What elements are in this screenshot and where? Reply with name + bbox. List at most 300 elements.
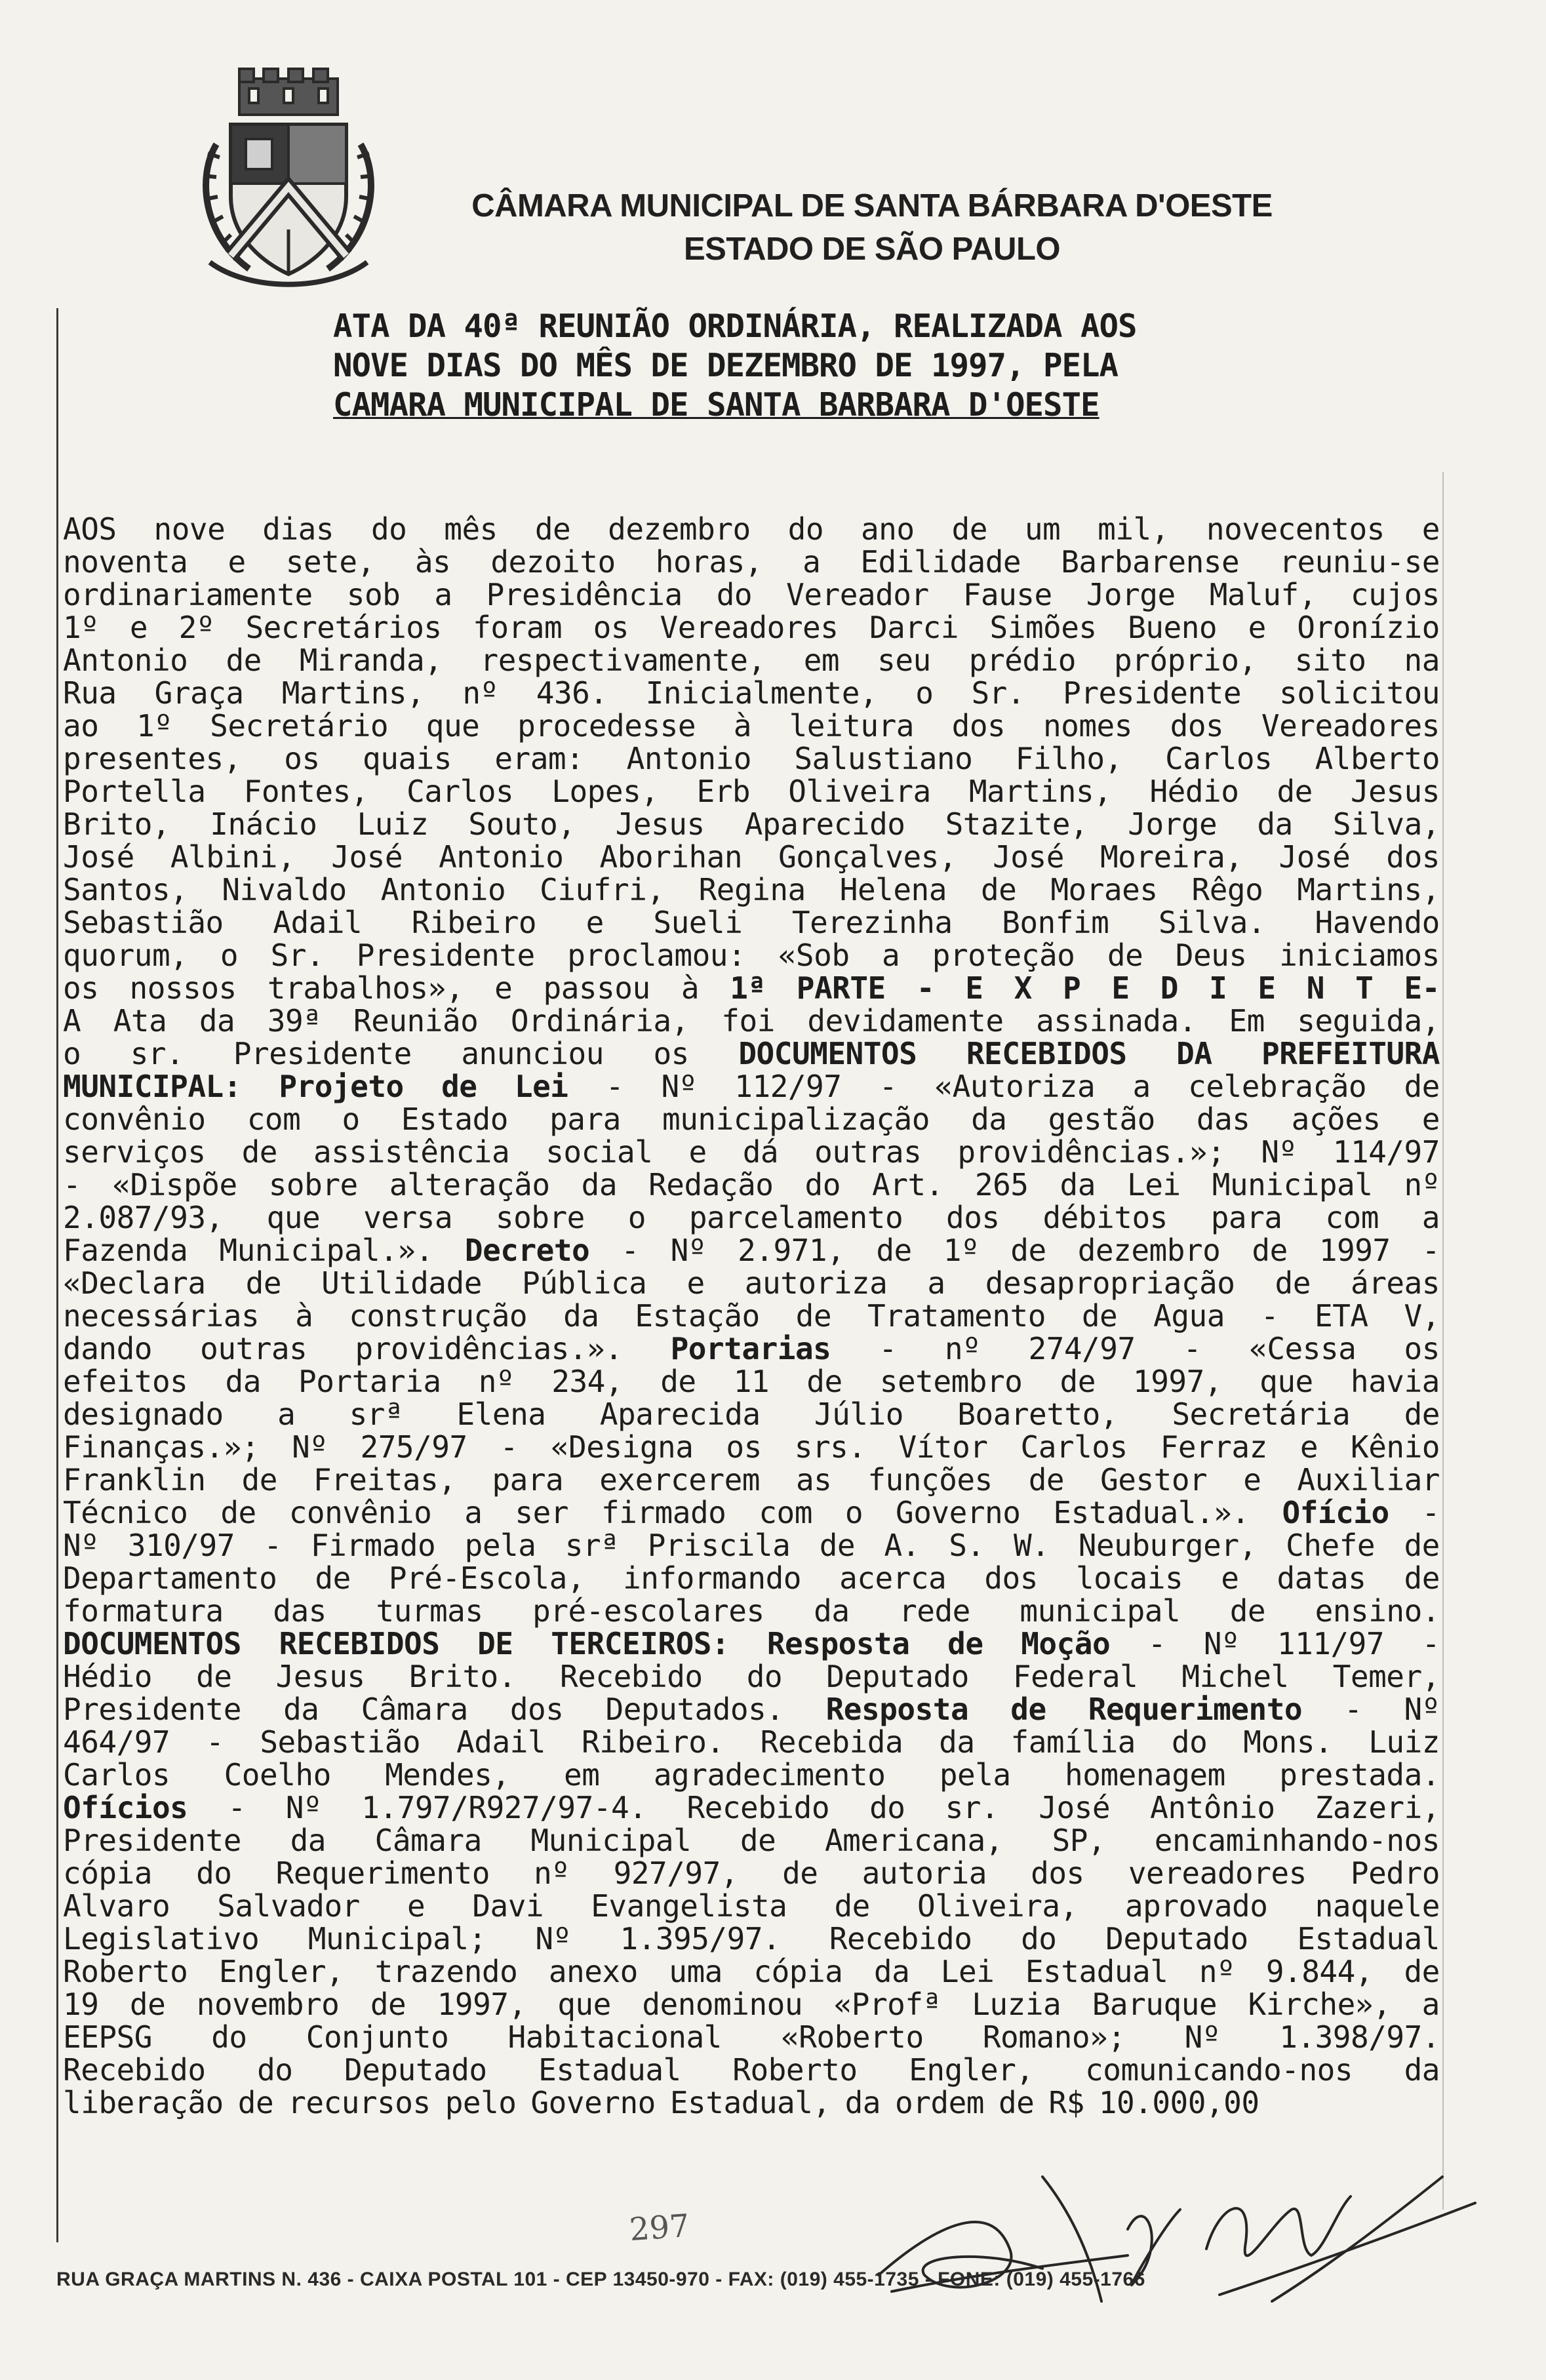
body-word: 275/97 — [360, 1429, 467, 1465]
body-word: de — [1252, 1233, 1288, 1268]
body-word: os — [653, 1036, 689, 1071]
body-word: Antonio — [63, 643, 188, 678]
body-word: Fazenda — [63, 1233, 188, 1268]
body-word: Temer, — [1332, 1659, 1440, 1694]
body-word: W. — [1014, 1528, 1050, 1563]
body-word: Recebido — [63, 2052, 206, 2088]
chamber-name: CÂMARA MUNICIPAL DE SANTA BÁRBARA D'OESTE — [471, 188, 1273, 224]
body-word: de — [226, 643, 262, 678]
body-word: a — [803, 544, 821, 580]
body-word: nº — [478, 1364, 515, 1399]
body-word: Hédio — [1149, 774, 1239, 809]
body-line — [63, 939, 1440, 972]
body-word: PREFEITURA — [1261, 1036, 1440, 1071]
body-word: 11 — [733, 1364, 770, 1399]
body-word: novecentos — [1206, 511, 1385, 547]
body-word: do — [1171, 1724, 1208, 1760]
body-word: SP, — [1052, 1823, 1106, 1858]
body-word: de — [740, 1823, 776, 1858]
body-word: Portaria — [298, 1364, 441, 1399]
body-word: Firmado — [310, 1528, 436, 1563]
body-word: nº — [462, 675, 498, 711]
body-word: providências.». — [355, 1331, 623, 1366]
body-word: de — [1277, 774, 1313, 809]
body-word: Nº — [1203, 1626, 1240, 1661]
body-word: gestão — [1048, 1101, 1155, 1137]
body-word: sob — [346, 577, 401, 612]
body-word: sito — [1294, 643, 1366, 678]
body-word: «Sob — [778, 938, 850, 973]
body-line — [63, 906, 1440, 939]
body-word: Municipal — [530, 1823, 692, 1858]
body-word: de — [237, 2085, 274, 2120]
body-word: de — [806, 1364, 842, 1399]
body-word: Ciufri, — [540, 872, 665, 907]
body-word: das — [1196, 1101, 1250, 1137]
body-word: AOS — [63, 511, 117, 547]
body-word: e — [1421, 511, 1440, 547]
body-word: Nº — [1261, 1134, 1297, 1170]
state-name: ESTADO DE SÃO PAULO — [683, 231, 1060, 267]
body-word: dezembro — [1077, 1233, 1221, 1268]
body-word: 274/97 — [1028, 1331, 1136, 1366]
body-word: datas — [1277, 1560, 1366, 1596]
body-word: Antonio — [626, 741, 751, 776]
body-word: com — [759, 1495, 812, 1530]
body-word: pela — [464, 1528, 536, 1563]
body-word: dos — [984, 1560, 1038, 1596]
body-word: reuniu-se — [1279, 544, 1440, 580]
body-word: - — [1421, 1233, 1440, 1268]
body-word: Edilidade — [860, 544, 1021, 580]
body-word: Carlos — [1165, 741, 1273, 776]
body-word: Priscila — [647, 1528, 791, 1563]
body-word: pelo — [445, 2085, 517, 2120]
body-word: seguida, — [1297, 1003, 1440, 1039]
body-word: do — [257, 2052, 293, 2088]
body-word: locais — [1075, 1560, 1183, 1596]
body-line — [63, 2021, 1440, 2053]
body-word: E — [1258, 970, 1276, 1006]
body-word: da — [873, 1954, 910, 1989]
body-word: 464/97 — [63, 1724, 170, 1760]
body-word: Antônio — [1150, 1790, 1275, 1825]
body-word: a — [277, 1397, 296, 1432]
body-word: P — [1062, 970, 1081, 1006]
body-word: com — [1325, 1200, 1379, 1235]
body-word: foi — [721, 1003, 775, 1039]
body-word: do — [746, 1659, 783, 1694]
minutes-body — [63, 513, 1440, 2119]
body-word: Martins, — [1297, 872, 1440, 907]
body-word: 436. — [536, 675, 608, 711]
body-line — [63, 1791, 1440, 1824]
body-word: presentes, — [63, 741, 241, 776]
body-word: de — [795, 1298, 832, 1334]
body-word: os — [726, 1429, 762, 1465]
body-line — [63, 545, 1440, 578]
body-word: PARTE — [796, 970, 886, 1006]
body-word: Lei — [940, 1954, 995, 1989]
body-word: Graça — [154, 675, 244, 711]
body-word: de — [315, 1560, 351, 1596]
body-word: o — [63, 1036, 81, 1071]
body-word: Baruque — [1092, 1987, 1218, 2022]
body-word: Bonfim — [1002, 905, 1109, 940]
body-word: Zazeri, — [1315, 1790, 1440, 1825]
body-word: 1997, — [437, 1987, 526, 2022]
body-word: a — [1421, 1987, 1440, 2022]
body-word: da — [199, 1003, 235, 1039]
body-line — [63, 578, 1440, 611]
body-word: - — [500, 1429, 518, 1465]
body-word: Nº — [661, 1069, 697, 1104]
body-word: da — [283, 1692, 319, 1727]
body-line — [63, 1824, 1440, 1857]
body-word: de — [1229, 1593, 1266, 1629]
body-word: e — [228, 544, 246, 580]
body-word: Darci — [869, 610, 959, 645]
body-word: Nº — [285, 1790, 322, 1825]
body-word: dos — [951, 708, 1006, 744]
body-line — [63, 1103, 1440, 1136]
body-word: Lei — [1127, 1167, 1181, 1202]
body-line — [63, 1234, 1440, 1267]
body-word: Recebida — [760, 1724, 903, 1760]
body-word: Oronízio — [1297, 610, 1440, 645]
body-line — [63, 1988, 1440, 2021]
body-word: o — [342, 1101, 360, 1137]
body-word: funções — [867, 1462, 993, 1497]
left-margin-rule — [56, 308, 58, 2242]
body-word: Ribeiro — [411, 905, 537, 940]
title-line: NOVE DIAS DO MÊS DE DEZEMBRO DE 1997, PELA — [333, 347, 1119, 384]
body-word: agradecimento — [653, 1757, 886, 1793]
body-word: Lopes, — [551, 774, 659, 809]
body-word: Filho, — [1015, 741, 1122, 776]
body-word: Salustiano — [794, 741, 973, 776]
body-word: S. — [949, 1528, 985, 1563]
body-line — [63, 1463, 1440, 1496]
body-word: às — [414, 544, 451, 580]
handwritten-signatures — [852, 2151, 1482, 2321]
body-word: Coelho — [224, 1757, 331, 1793]
body-word: nomes — [1042, 708, 1132, 744]
body-line — [63, 1693, 1440, 1726]
body-word: de — [782, 1855, 818, 1891]
body-word: nº — [944, 1331, 981, 1366]
body-word: proclamou: — [567, 938, 746, 973]
body-line — [63, 1004, 1440, 1037]
body-word: 111/97 — [1277, 1626, 1385, 1661]
body-word: Alvaro — [63, 1888, 170, 1924]
body-word: Governo — [896, 1495, 1021, 1530]
body-word: Antonio — [380, 872, 506, 907]
body-word: a — [927, 1265, 945, 1301]
body-word: 1.395/97. — [620, 1921, 781, 1956]
body-word: José — [331, 839, 403, 875]
body-word: Estadual — [538, 2052, 681, 2088]
body-word: de — [129, 1987, 166, 2022]
body-word: sr. — [130, 1036, 184, 1071]
body-line — [63, 1595, 1440, 1627]
body-word: Mendes, — [385, 1757, 510, 1793]
body-word: e — [1248, 610, 1266, 645]
body-word: autoriza — [744, 1265, 888, 1301]
body-word: Municipal.». — [219, 1233, 433, 1268]
body-word: e — [686, 1265, 705, 1301]
body-word: dos — [1170, 708, 1224, 744]
body-word: Decreto — [464, 1233, 590, 1268]
body-word: turmas — [376, 1593, 483, 1629]
body-word: - — [916, 970, 935, 1006]
body-word: nove — [153, 511, 226, 547]
body-word: de — [819, 1528, 856, 1563]
body-word: Simões — [989, 610, 1097, 645]
body-word: designado — [63, 1397, 224, 1432]
body-line — [63, 1955, 1440, 1988]
body-word: de — [1010, 1233, 1046, 1268]
body-word: EEPSG — [63, 2019, 152, 2055]
body-word: uma — [669, 1954, 723, 1989]
body-line — [63, 1562, 1440, 1595]
body-word: Engler, — [218, 1954, 344, 1989]
body-word: a — [434, 577, 452, 612]
body-word: na — [1404, 643, 1440, 678]
body-word: a — [1421, 1200, 1440, 1235]
body-word: Pedro — [1350, 1855, 1440, 1891]
body-line — [63, 808, 1440, 841]
body-word: Ofícios — [63, 1790, 188, 1825]
body-word: Aparecida — [599, 1397, 761, 1432]
body-word: Recebido — [829, 1921, 972, 1956]
body-word: outras — [814, 1134, 922, 1170]
body-word: Pré-Escola, — [388, 1560, 585, 1596]
body-line — [63, 677, 1440, 709]
body-word: Oliveira — [788, 774, 931, 809]
body-word: acerca — [839, 1560, 947, 1596]
body-word: Conjunto — [306, 2019, 449, 2055]
body-word: Jesus — [615, 806, 705, 842]
body-word: da — [971, 1101, 1007, 1137]
body-word: das — [273, 1593, 327, 1629]
body-word: E- — [1404, 970, 1440, 1006]
body-word: trazendo — [374, 1954, 518, 1989]
body-word: de — [1275, 1265, 1311, 1301]
body-word: Vereadores — [660, 610, 839, 645]
body-word: Departamento — [63, 1560, 277, 1596]
body-word: assistência — [313, 1134, 510, 1170]
body-word: Boaretto, — [957, 1397, 1118, 1432]
body-word: - — [879, 1331, 897, 1366]
body-word: Engler, — [909, 2052, 1034, 2088]
body-word: e — [1421, 1101, 1440, 1137]
body-word: Estação — [635, 1298, 760, 1334]
body-word: de — [951, 511, 987, 547]
body-word: homenagem — [1065, 1757, 1225, 1793]
body-word: de — [947, 1626, 983, 1661]
body-word: dos — [946, 1200, 1000, 1235]
body-word: Secretário — [210, 708, 389, 744]
title-line: CAMARA MUNICIPAL DE SANTA BARBARA D'OESTE — [333, 386, 1100, 424]
body-word: Carlos — [406, 774, 514, 809]
body-word: noventa — [63, 544, 188, 580]
body-word: de — [245, 1265, 282, 1301]
body-line — [63, 1136, 1440, 1168]
body-word: sr. — [945, 1790, 999, 1825]
body-word: srª — [349, 1397, 403, 1432]
body-word: e — [688, 1134, 707, 1170]
body-word: celebração — [1188, 1069, 1367, 1104]
body-word: de — [370, 1987, 406, 2022]
body-word: Reunião — [353, 1003, 479, 1039]
body-word: Carlos — [1020, 1429, 1128, 1465]
body-word: 1º — [136, 708, 172, 744]
body-word: aprovado — [1124, 1888, 1268, 1924]
body-word: E — [965, 970, 983, 1006]
body-word: devidamente — [807, 1003, 1004, 1039]
body-word: ETA — [1315, 1298, 1368, 1334]
body-word: prestada. — [1279, 1757, 1440, 1793]
body-word: da — [581, 1167, 618, 1202]
body-word: Aborihan — [599, 839, 743, 875]
body-word: foram — [473, 610, 563, 645]
body-word: Americana, — [824, 1823, 1003, 1858]
body-word: Sueli — [653, 905, 743, 940]
body-word: Gestor — [1100, 1462, 1208, 1497]
body-word: de — [1404, 1560, 1440, 1596]
body-word: e — [1221, 1560, 1239, 1596]
body-line — [63, 1431, 1440, 1463]
body-word: Romano»; — [982, 2019, 1126, 2055]
body-word: de — [876, 1233, 912, 1268]
body-line — [63, 1365, 1440, 1398]
body-word: Roberto — [63, 1954, 188, 1989]
body-word: Erb — [696, 774, 751, 809]
body-word: Câmara — [374, 1823, 482, 1858]
body-word: de — [980, 872, 1017, 907]
body-word: Inicialmente, — [645, 675, 878, 711]
body-word: e — [1243, 1462, 1261, 1497]
body-word: Municipal; — [307, 1921, 486, 1956]
body-word: 39ª — [267, 1003, 321, 1039]
body-word: Legislativo — [63, 1921, 260, 1956]
body-word: Ferraz — [1160, 1429, 1267, 1465]
body-word: Inácio — [210, 806, 317, 842]
body-word: - — [621, 1233, 639, 1268]
body-word: outras — [200, 1331, 307, 1366]
body-word: 1997, — [1133, 1364, 1223, 1399]
body-word: Secretários — [245, 610, 442, 645]
body-word: 2º — [178, 610, 214, 645]
body-word: do — [370, 511, 407, 547]
body-word: Ata — [113, 1003, 167, 1039]
body-word: Presidente — [63, 1692, 241, 1727]
municipal-coat-of-arms-icon — [190, 66, 387, 295]
body-word: áreas — [1351, 1265, 1440, 1301]
body-word: que — [557, 1987, 611, 2022]
body-word: de — [1060, 1364, 1096, 1399]
body-word: Mons. — [1243, 1724, 1333, 1760]
body-word: de — [1404, 1069, 1440, 1104]
body-word: Resposta — [766, 1626, 910, 1661]
body-word: srs. — [794, 1429, 866, 1465]
body-word: «Cessa — [1249, 1331, 1357, 1366]
body-word: - — [605, 1069, 624, 1104]
body-word: à — [295, 1298, 313, 1334]
body-line — [63, 1299, 1440, 1332]
body-word: mil, — [1098, 511, 1169, 547]
body-word: Chefe — [1286, 1528, 1376, 1563]
body-line — [63, 1529, 1440, 1562]
body-word: Adail — [456, 1724, 546, 1760]
body-word: iniciamos — [1279, 938, 1440, 973]
body-line — [63, 873, 1440, 906]
body-word: D — [1160, 970, 1178, 1006]
body-word: Terezinha — [791, 905, 953, 940]
body-word: 2.087/93, — [63, 1200, 224, 1235]
body-word: Jorge — [1128, 806, 1218, 842]
body-line — [63, 742, 1440, 775]
body-word: respectivamente, — [480, 643, 766, 678]
body-word: MUNICIPAL: — [63, 1069, 241, 1104]
minutes-title — [333, 307, 1199, 425]
body-word: - — [1421, 1495, 1440, 1530]
body-word: cujos — [1350, 577, 1440, 612]
body-word: Neuburger, — [1078, 1528, 1257, 1563]
body-word: convênio — [63, 1101, 206, 1137]
body-word: Estado — [401, 1101, 508, 1137]
body-word: Técnico — [63, 1495, 188, 1530]
body-word: Ofício — [1282, 1495, 1389, 1530]
body-word: Antonio — [439, 839, 564, 875]
body-word: Jesus — [275, 1659, 365, 1694]
body-line — [63, 972, 1440, 1004]
body-word: setembro — [879, 1364, 1023, 1399]
body-word: providências.»; — [957, 1134, 1225, 1170]
body-word: a — [882, 938, 900, 973]
body-word: Moreira, — [1100, 839, 1243, 875]
body-word: 310/97 — [127, 1528, 235, 1563]
body-line — [63, 2086, 1440, 2119]
body-word: Presidência — [486, 577, 683, 612]
body-word: cópia — [753, 1954, 843, 1989]
body-word: Presidente — [356, 938, 535, 973]
body-word: Nº — [535, 1921, 571, 1956]
body-word: do — [196, 1855, 232, 1891]
body-word: Nº — [292, 1429, 328, 1465]
body-word: ordem — [895, 2085, 984, 2120]
body-word: Sebastião — [63, 905, 224, 940]
body-line — [63, 1922, 1440, 1955]
body-word: Recebido — [560, 1659, 703, 1694]
body-line — [63, 1857, 1440, 1890]
body-word: RECEBIDOS — [279, 1626, 440, 1661]
body-word: da — [1060, 1167, 1096, 1202]
body-word: denominou — [642, 1987, 803, 2022]
body-word: versa — [363, 1200, 453, 1235]
body-word: 114/97 — [1332, 1134, 1440, 1170]
body-word: Vereadores — [1261, 708, 1440, 744]
body-word: Moção — [1021, 1626, 1111, 1661]
body-word: - — [264, 1528, 282, 1563]
body-word: os — [63, 970, 99, 1006]
body-word: quais — [363, 741, 452, 776]
body-word: - — [228, 1790, 246, 1825]
body-word: Requerimento — [275, 1855, 490, 1891]
body-word: 1.797/R927/97-4. — [361, 1790, 647, 1825]
body-word: Recebido — [686, 1790, 830, 1825]
